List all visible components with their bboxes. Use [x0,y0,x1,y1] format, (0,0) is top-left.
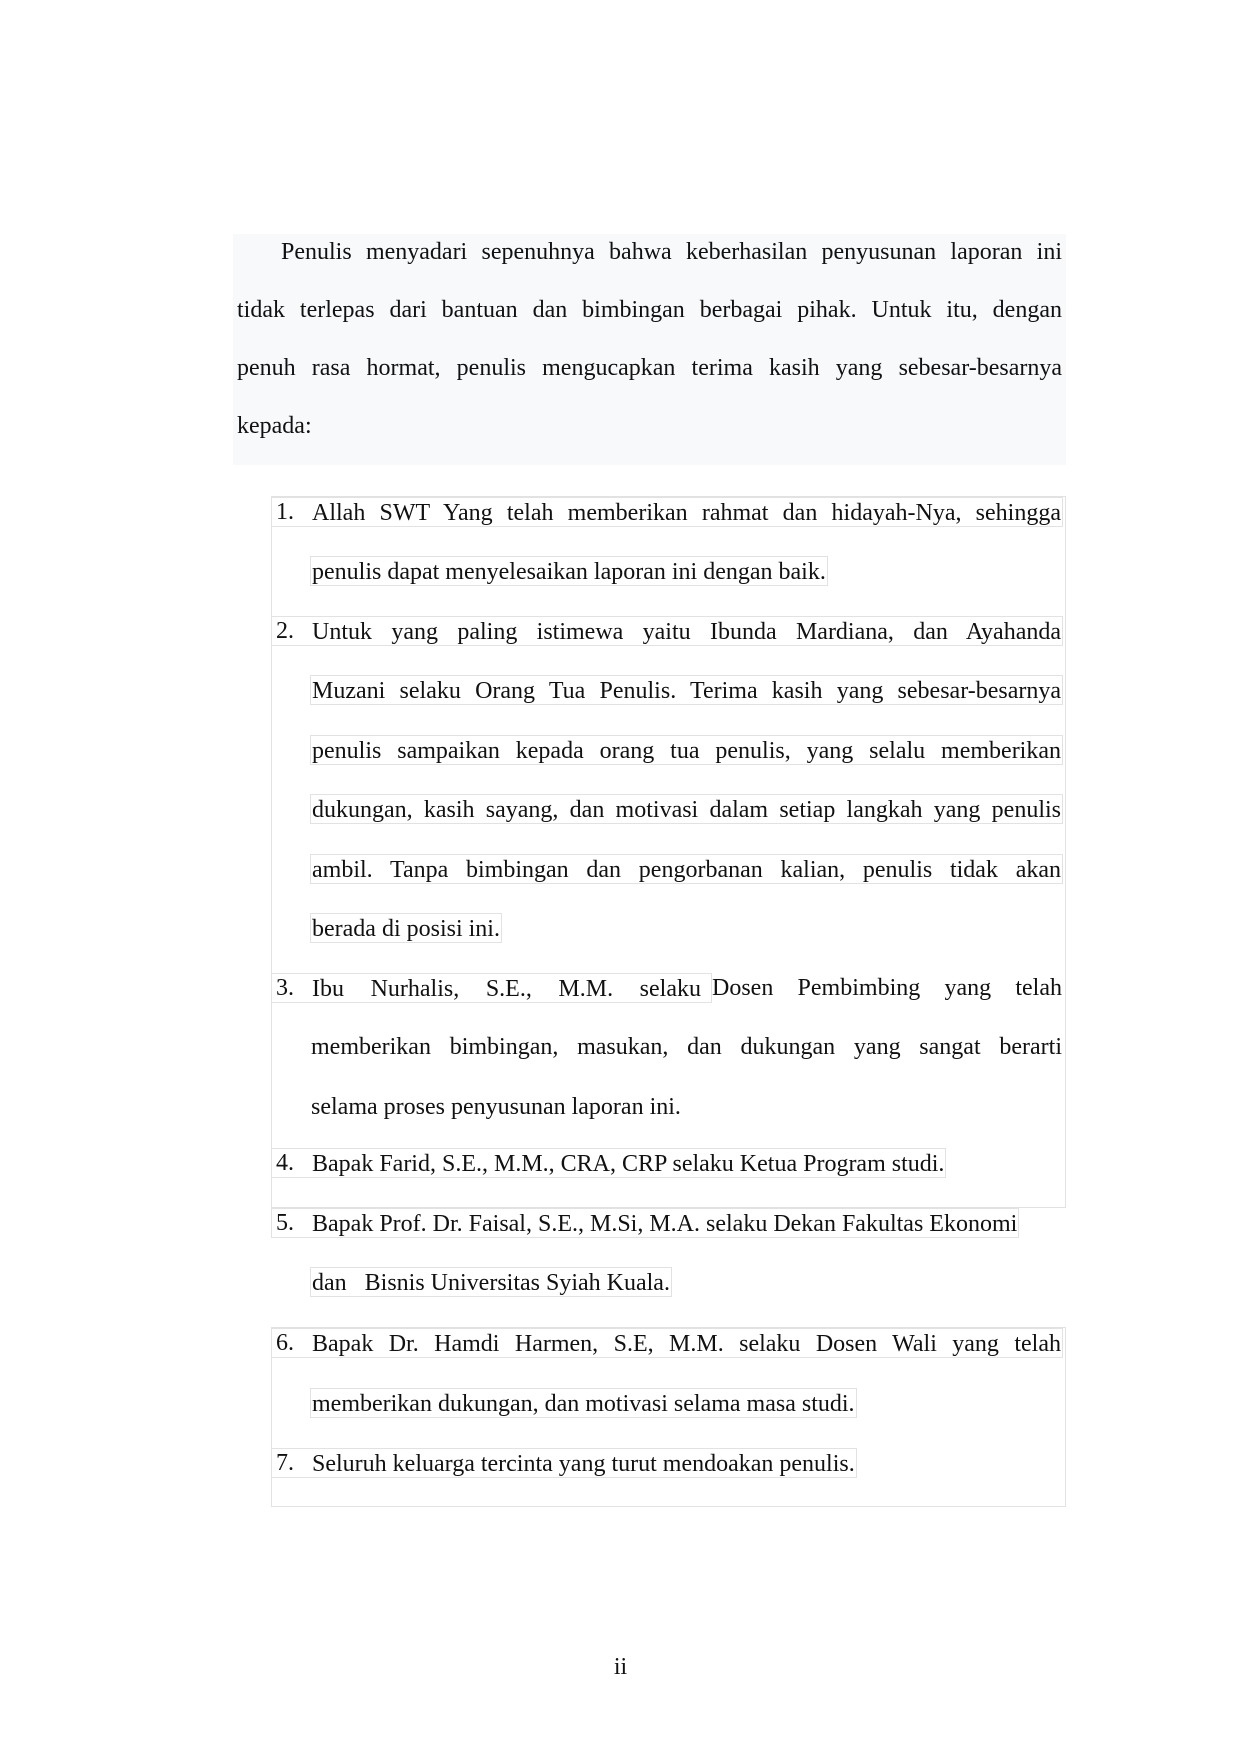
list-item-line: memberikan dukungan, dan motivasi selama masa studi. [310,1388,857,1418]
list-item-line: Dosen Pembimbing yang telah [712,975,1062,1001]
list-item-line: Bapak Dr. Hamdi Harmen, S.E, M.M. selaku Dosen Wali yang telah [271,1328,1063,1358]
list-number: 3. [276,975,294,1001]
intro-paragraph [233,234,1066,465]
list-item-line: memberikan bimbingan, masukan, dan dukungan yang sangat berarti [311,1034,1062,1060]
list-item-line: Untuk yang paling istimewa yaitu Ibunda Mardiana, dan Ayahanda [271,616,1063,646]
intro-line: Penulis menyadari sepenuhnya bahwa keberhasilan penyusunan laporan ini [281,239,1062,265]
intro-line: kepada: [237,413,312,439]
list-item-line: Allah SWT Yang telah memberikan rahmat dan hidayah-Nya, sehingga [271,497,1063,527]
list-item-line: dukungan, kasih sayang, dan motivasi dalam setiap langkah yang penulis [310,794,1063,824]
list-item-line: penulis dapat menyelesaikan laporan ini dengan baik. [310,556,828,586]
intro-line: penuh rasa hormat, penulis mengucapkan terima kasih yang sebesar-besarnya [237,355,1062,381]
list-number: 4. [276,1150,294,1176]
list-item-line: Bapak Farid, S.E., M.M., CRA, CRP selaku Ketua Program studi. [271,1148,946,1178]
list-item-line: Seluruh keluarga tercinta yang turut mendoakan penulis. [271,1448,857,1478]
list-item-line: berada di posisi ini. [310,913,502,943]
list-item-line: Muzani selaku Orang Tua Penulis. Terima kasih yang sebesar-besarnya [310,675,1063,705]
list-item-line: dan Bisnis Universitas Syiah Kuala. [310,1267,672,1297]
list-item-line: Ibu Nurhalis, S.E., M.M. selaku [271,973,712,1003]
list-item-line: Bapak Prof. Dr. Faisal, S.E., M.Si, M.A. selaku Dekan Fakultas Ekonomi [271,1208,1019,1238]
list-item-line: selama proses penyusunan laporan ini. [311,1094,681,1120]
list-number: 6. [276,1330,294,1356]
list-number: 5. [276,1210,294,1236]
list-item-line: ambil. Tanpa bimbingan dan pengorbanan kalian, penulis tidak akan [310,854,1063,884]
list-number: 1. [276,499,294,525]
list-number: 2. [276,618,294,644]
page-number: ii [613,1654,628,1680]
intro-line: tidak terlepas dari bantuan dan bimbingan berbagai pihak. Untuk itu, dengan [237,297,1062,323]
list-number: 7. [276,1450,294,1476]
list-item-line: penulis sampaikan kepada orang tua penulis, yang selalu memberikan [310,735,1063,765]
